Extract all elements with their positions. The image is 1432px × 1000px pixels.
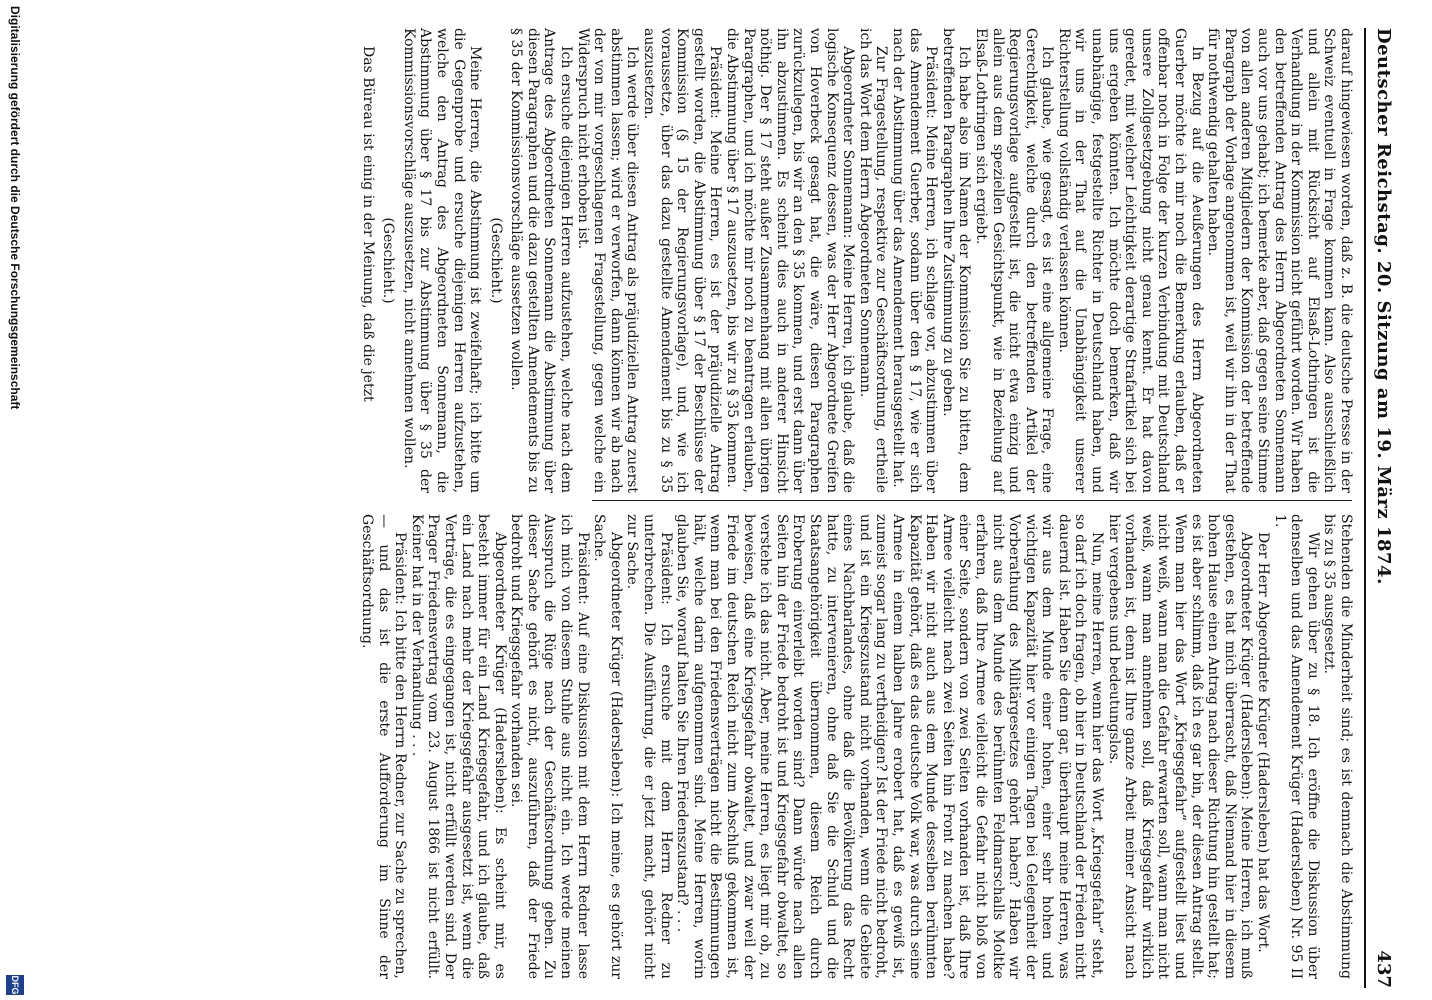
paragraph: Ich werde über diesen Antrag als präjudiziellen Antrag zuerst abstimmen lassen; wird er verworfen, dann können wir ab nach der von mir vorgeschlagenen Fragestellung, gegen welche ein Widerspruch nicht erhoben ist. bbox=[574, 28, 641, 493]
paragraph: In Bezug auf die Aeußerungen des Herrn Abgeordneten Guerber möchte ich mir noch die Bemerkung erlauben, daß er offenbar noch in Folge der kurzen Verbindung mit Deutschland unsere Zollgesetzgebung nicht genau kennt. Er hat davon geredet, mit welcher Leichtigkeit derartige Strafartikel sich bei uns ergeben könnten. Ich möchte doch bemerken, daß wir unabhängige, festgestellte Richter in Deutschland haben, und wir uns in der That auf die Unabhängigkeit unserer Richterstellung vollständig verlassen können. bbox=[1055, 28, 1205, 493]
left-column bbox=[359, 28, 1354, 493]
stage-direction: (Geschieht.) bbox=[380, 217, 397, 304]
paragraph: Abgeordneter Sonnemann: Meine Herren, ich glaube, daß die logische Konsequenz dessen, was der Herr Abgeordnete Greifen von Hoverbeck gesagt hat, die wäre, diesen Paragraphen zurückzulegen, bis wir an den § 35 kommen, und erst dann über ihn abzustimmen. Es scheint dies auch in anderer Hinsicht nöthig. Der § 17 steht außer Zusammenhang mit allen übrigen Paragraphen, und ich möchte mir noch zu beantragen erlauben, die Abstimmung über § 17 auszusetzen, bis wir zu § 35 kommen. bbox=[724, 28, 857, 493]
paragraph: Präsident: Ich ersuche mit dem Herrn Redner zu unterbrechen. Die Ausführung, die er jetzt macht, gehört nicht zur Sache. bbox=[624, 514, 674, 979]
paragraph: Präsident: Ich bitte den Herrn Redner, zur Sache zu sprechen, — und das ist die erste Aufforderung im Sinne der Geschäftsordnung. bbox=[358, 514, 409, 979]
column-divider bbox=[592, 500, 1352, 501]
paragraph: Präsident: Auf eine Diskussion mit dem Herrn Redner lasse ich mich von diesem Stuhle aus nicht ein. Ich werde meinen Ausspruch die Rüge nach der Geschäftsordnung geben. Zu dieser Sache gehört es nicht, auszuführen, daß der Friede bedroht und Kriegsgefahr vorhanden sei. bbox=[508, 514, 591, 979]
paragraph: Abgeordneter Krüger (Hadersleben): Es scheint mir, es besteht immer für ein Land Kriegsgefahr, und ich glaube, daß ein Land nach mehr der Kriegsgefahr ausgesetzt ist, wenn die Verträge, die es eingegangen ist, nicht erfüllt werden sind. Der Prager Friedensvertrag vom 23. August 1866 ist nicht erfüllt. Keiner hat in der Verhandlung . . . bbox=[408, 514, 508, 979]
paragraph: Zur Fragestellung, respektive zur Geschäftsordnung, ertheile ich das Wort dem Herrn Abgeordneten Sonnemann. bbox=[856, 28, 890, 493]
paragraph: Abgeordneter Krüger (Hadersleben): Ich meine, es gehört zur Sache. bbox=[591, 514, 624, 979]
paragraph: darauf hingewiesen worden, daß z. B. die deutsche Presse in der Schweiz eventuell in Frage kommen kann. Also ausschließlich und allein mit Rücksicht auf Elsaß-Lothringen ist die Verhandlung in der Kommission nicht geführt worden. Wir haben den betreffenden Antrag des Herrn Abgeordneten Sonnemann auch vor uns gehabt; ich bemerke aber, daß gegen seine Stimme von allen anderen Mitgliedern der Kommission der betreffende Paragraph der Vorlage angenommen ist, weil wir ihn in der That für nothwendig gehalten haben. bbox=[1205, 28, 1354, 494]
paragraph: Wir gehen über zu § 18. Ich eröffne die Diskussion über denselben und das Amendement Krüger (Hadersleben) Nr. 95 II 1. bbox=[1271, 514, 1321, 979]
running-title: Deutscher Reichstag. 20. Sitzung am 19. März 1874. bbox=[1373, 28, 1394, 585]
page-header bbox=[1368, 28, 1402, 988]
paragraph: Präsident: Meine Herren, ich schlage vor, abzustimmen über das Amendement Guerber, sodann über den § 17, wie er sich nach der Abstimmung über das Amendement herausgestellt hat. bbox=[889, 28, 940, 493]
dfg-logo: DFG bbox=[6, 975, 24, 995]
stage-direction: (Geschieht.) bbox=[487, 217, 504, 304]
paragraph: Ich glaube, wie gesagt, es ist eine allgemeine Frage, eine Gerechtigkeit, welche durch den betreffenden Artikel der Regierungsvorlage aufgestellt ist, die nicht etwa einzig und allein aus dem speziellen Gesichtspunkt, wie in Beziehung auf Elsaß-Lothringen sich ergiebt. bbox=[972, 28, 1056, 493]
paragraph: Abgeordneter Krüger (Hadersleben): Meine Herren, ich muß gestehen, es hat mich überrascht, daß Niemand hier in diesem hohen Hause einen Antrag nach dieser Richtung hin gestellt hat; es ist aber schlimm, daß ich es gar bin, der diesen Antrag stellt. Wenn man hier das Wort „Kriegsgefahr“ aufgestellt liest und nicht weiß, wann man die Gefahr erwarten soll, wann man nicht weiß, wann man annehmen soll, daß Kriegsgefahr wirklich vorhanden ist, denn ist Ihre ganze Arbeit meiner Ansicht nach hier vergebens und bedeutungslos. bbox=[1105, 514, 1255, 979]
right-column bbox=[358, 514, 1354, 979]
paragraph: Ich habe also im Namen der Kommission Sie zu bitten, dem betreffenden Paragraphen Ihre Zustimmung zu geben. bbox=[939, 28, 973, 493]
paragraph: Der Herr Abgeordnete Krüger (Hadersleben) hat das Wort. bbox=[1255, 532, 1272, 953]
paragraph: Das Büreau ist einig in der Meinung, daß die jetzt bbox=[359, 46, 376, 402]
header-rule bbox=[1364, 28, 1366, 988]
paragraph: Präsident: Meine Herren, es ist der präjudizielle Antrag gestellt worden, die Abstimmung über § 17 der Beschlüsse der Kommission (§ 15 der Regierungsvorlage), und, wie ich voraussetze, über das dazu gestellte Amendement bis zu § 35 auszusetzen. bbox=[641, 28, 724, 493]
paragraph: Nun, meine Herren, wenn hier das Wort „Kriegsgefahr“ steht, so darf ich doch fragen, ob hier in Deutschland der Frieden nicht dauernd ist. Haben Sie denn gar, überhaupt meine Herren, was wir aus dem Munde einer hohen, einer sehr hohen und wichtigen Kapazität hier vor einigen Tagen bei Gelegenheit der Vorberathung des Militärgesetzes gehört haben? Haben wir nicht aus dem Munde des berühmten Feldmarschalls Moltke erfahren, daß Ihre Armee vielleicht die Gefahr nicht bloß von einer Seite, sondern von zwei Seiten vorhanden ist, daß Ihre Armee vielleicht nach zwei Seiten hin Front zu machen habe? Haben wir nicht auch aus dem Munde desselben berühmten Kapazität gehört, daß es das deutsche Volk war, was durch seine Armee in einem halben Jahre erobert hat, daß es gewiß ist, zumeist sogar lang zu vertheidigen? Ist der Friede nicht bedroht, und ist ein Kriegszustand nicht vorhanden, wenn die Gebiete eines Nachbarlandes, ohne daß die Bevölkerung das Recht hatte, zu intervenieren, ohne daß Sie die Schuld und die Staatsangehörigkeit übernommen, diesem Reich durch Eroberung einverleibt worden sind? Dann würde nach allen Seiten hin der Friede bedroht ist und Kriegsgefahr obwaltet, so verstehe ich das nicht. Aber, meine Herren, es liegt mir ob, zu beweisen, daß eine Kriegsgefahr obwaltet, und zwar weil der Friede im deutschen Reich nicht zum Abschluß gekommen ist, wenn man bei den Friedensverträgen nicht die Bestimmungen hält, welche darin aufgenommen sind. Meine Herren, worin glauben Sie, worauf halten Sie Ihren Friedenszustand? . . . bbox=[674, 514, 1106, 979]
paragraph: Ich ersuche diejenigen Herren aufzustehen, welche nach dem Antrage des Abgeordneten Sonnemann die Abstimmung über diesen Paragraphen und die dazu gestellten Amendements bis zu § 35 der Kommissionsvorschläge aussetzen wollen. bbox=[508, 28, 575, 493]
paragraph: Stehenden die Minderheit sind; es ist demnach die Abstimmung bis zu § 35 ausgesetzt. bbox=[1321, 514, 1354, 979]
paragraph: Meine Herren, die Abstimmung ist zweifelhaft; ich bitte um die Gegenprobe und ersuche diejenigen Herren aufzustehen, welche den Antrag des Abgeordneten Sonnemann, die Abstimmung über § 17 bis zur Abstimmung über § 35 der Kommissionsvorschläge auszusetzen, nicht annehmen wollen. bbox=[400, 28, 484, 493]
page-number: 437 bbox=[1373, 950, 1394, 988]
footer-text: Digitalisierung gefördert durch die Deutsche Forschungsgemeinschaft bbox=[8, 6, 22, 410]
